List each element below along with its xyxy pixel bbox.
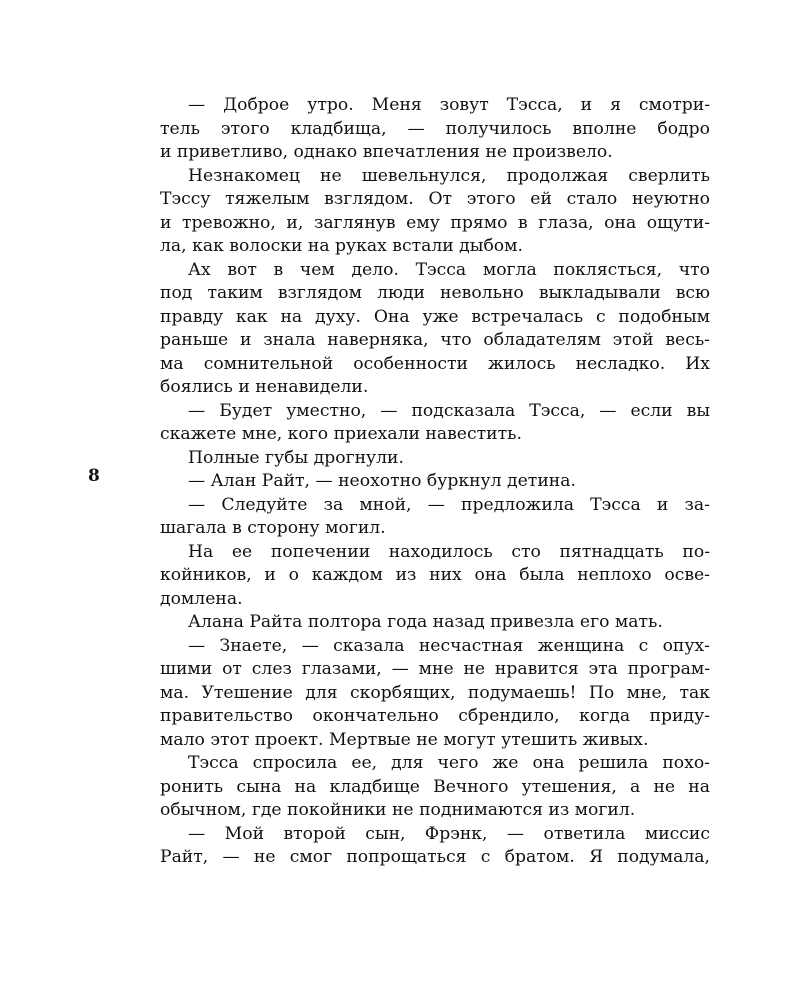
text-line: и тревожно, и, заглянув ему прямо в глаза, она ощути-	[160, 212, 710, 233]
text-line: Тэссу тяжелым взглядом. От этого ей стало неуютно	[160, 189, 710, 209]
text-line: койников, и о каждом из них она была неплохо осве-	[160, 565, 710, 585]
text-line: Райт, — не смог попрощаться с братом. Я подумала,	[160, 847, 710, 867]
text-line: и приветливо, однако впечатления не произвело.	[160, 142, 613, 162]
page-number: 8	[88, 466, 100, 486]
text-line: раньше и знала наверняка, что обладателям этой весь-	[160, 330, 710, 350]
text-line: правительство окончательно сбрендило, когда приду-	[160, 706, 710, 726]
text-line: — Доброе утро. Меня зовут Тэсса, и я смотри-	[188, 95, 710, 115]
text-line: Алана Райта полтора года назад привезла его мать.	[188, 612, 663, 632]
text-line: ма. Утешение для скорбящих, подумаешь! По мне, так	[160, 682, 710, 703]
text-line: — Алан Райт, — неохотно буркнул детина.	[188, 471, 576, 491]
text-line: — Знаете, — сказала несчастная женщина с опух-	[188, 635, 710, 656]
text-line: — Мой второй сын, Фрэнк, — ответила миссис	[188, 823, 710, 844]
text-line: Полные губы дрогнули.	[188, 447, 404, 468]
text-line: обычном, где покойники не поднимаются из могил.	[160, 800, 636, 820]
text-line: Тэсса спросила ее, для чего же она решила похо-	[188, 753, 710, 773]
text-line: ма сомнительной особенности жилось несладко. Их	[160, 353, 710, 374]
text-line: Незнакомец не шевельнулся, продолжая сверлить	[188, 165, 710, 186]
text-line: На ее попечении находилось сто пятнадцать по-	[188, 541, 710, 562]
text-line: Ах вот в чем дело. Тэсса могла поклясться, что	[188, 259, 710, 280]
body-text	[160, 94, 710, 870]
text-line: — Следуйте за мной, — предложила Тэсса и за-	[188, 494, 710, 515]
text-line: шими от слез глазами, — мне не нравится эта програм-	[160, 659, 710, 679]
text-line: под таким взглядом люди невольно выкладывали всю	[160, 283, 710, 303]
text-line: тель этого кладбища, — получилось вполне бодро	[160, 118, 710, 139]
text-line: домлена.	[160, 588, 243, 609]
text-line: скажете мне, кого приехали навестить.	[160, 424, 522, 444]
text-line: ронить сына на кладбище Вечного утешения, а не на	[160, 776, 710, 797]
text-line: боялись и ненавидели.	[160, 377, 369, 397]
text-line: ла, как волоски на руках встали дыбом.	[160, 236, 523, 256]
text-line: правду как на духу. Она уже встречалась с подобным	[160, 306, 710, 327]
text-line: — Будет уместно, — подсказала Тэсса, — если вы	[188, 400, 710, 421]
text-line: мало этот проект. Мертвые не могут утешить живых.	[160, 729, 649, 750]
text-line: шагала в сторону могил.	[160, 518, 386, 538]
